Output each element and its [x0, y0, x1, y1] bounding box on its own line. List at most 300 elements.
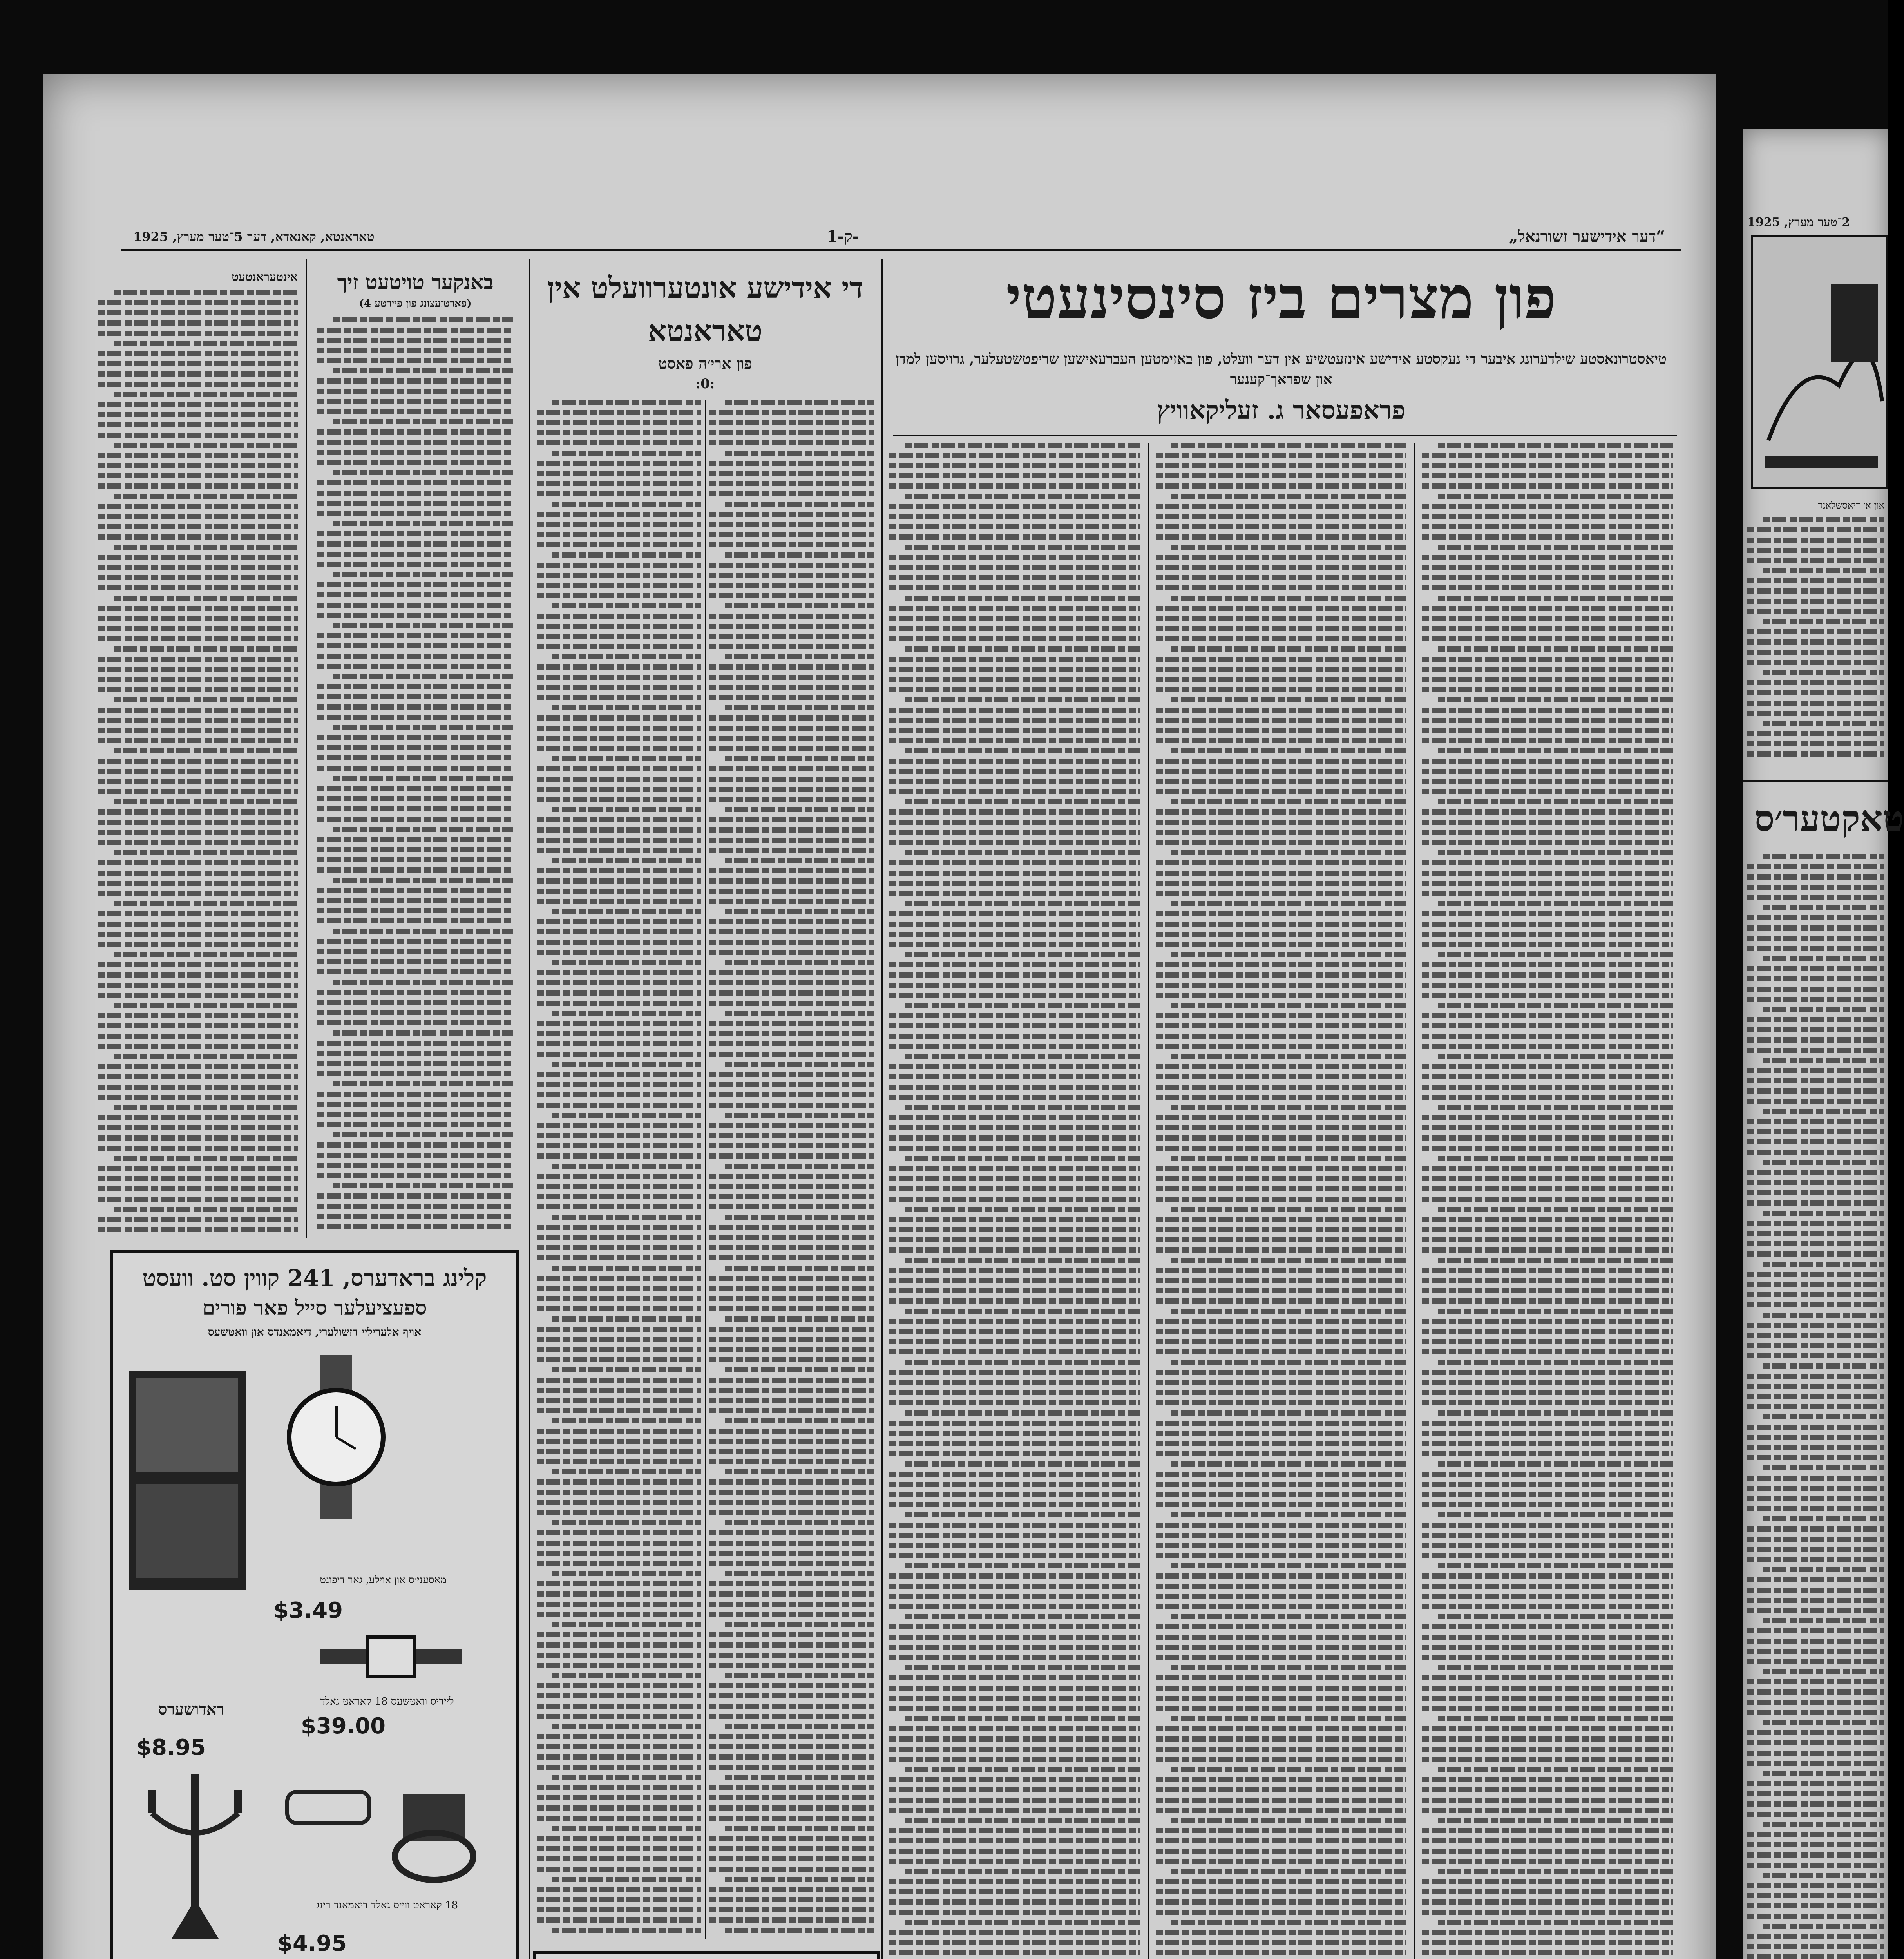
text-line — [1156, 1085, 1406, 1090]
text-line — [1156, 1095, 1406, 1100]
text-line — [537, 1591, 701, 1597]
text-line — [1156, 891, 1406, 896]
text-line — [1156, 585, 1406, 590]
text-line — [1422, 1777, 1673, 1782]
text-line — [552, 756, 701, 761]
text-line — [725, 756, 874, 761]
text-line — [317, 766, 513, 771]
text-line — [98, 738, 298, 743]
text-line — [1438, 901, 1673, 906]
text-line — [1171, 1716, 1406, 1721]
text-line — [317, 837, 513, 842]
text-line — [1747, 1251, 1884, 1257]
text-line — [1156, 1696, 1406, 1701]
text-line — [889, 1166, 1140, 1171]
text-line — [98, 932, 298, 937]
text-line — [98, 1125, 298, 1130]
text-line — [1747, 1170, 1884, 1175]
place-date: טאראנטא, קאנאדא, דער 5־טער מערץ, 1925 — [133, 229, 375, 244]
text-line — [1156, 1645, 1406, 1650]
text-line — [98, 769, 298, 774]
text-line — [537, 430, 701, 435]
text-line — [1422, 1838, 1673, 1843]
text-line — [537, 1642, 701, 1648]
text-line — [317, 460, 513, 465]
text-line — [1422, 1736, 1673, 1742]
text-line — [1156, 1930, 1406, 1935]
text-line — [537, 1255, 701, 1260]
text-line — [1422, 1390, 1673, 1395]
text-line — [1156, 1899, 1406, 1905]
text-line — [1422, 585, 1673, 590]
text-line — [1438, 646, 1673, 652]
text-line — [1763, 619, 1884, 624]
text-line — [1763, 1211, 1884, 1216]
text-line — [1422, 779, 1673, 784]
text-line — [1156, 983, 1406, 988]
text-line — [1763, 956, 1884, 961]
text-line — [1422, 738, 1673, 743]
text-line — [1422, 555, 1673, 560]
text-line — [1422, 1828, 1673, 1833]
text-line — [709, 430, 874, 435]
text-line — [537, 1245, 701, 1250]
adjacent-illustration — [1751, 235, 1888, 489]
text-line — [1156, 1624, 1406, 1629]
text-line — [1422, 759, 1673, 764]
text-line — [725, 1316, 874, 1322]
text-line — [98, 422, 298, 427]
text-line — [1438, 1869, 1673, 1874]
text-line — [889, 1472, 1140, 1477]
text-line — [1747, 885, 1884, 890]
text-line — [317, 694, 513, 699]
text-line — [1422, 1553, 1673, 1558]
caption-ladies-watch: ליידיס וואטשעס 18 קאראט גאלד — [320, 1696, 454, 1707]
text-line — [317, 990, 513, 995]
text-line — [1171, 1767, 1406, 1772]
text-line — [1171, 494, 1406, 499]
text-line — [1438, 1461, 1673, 1467]
text-line — [1747, 1628, 1884, 1633]
egypt-byline: פראפעסאר ג. זעליקאוויץ — [1157, 396, 1406, 425]
text-line — [1422, 1502, 1673, 1507]
text-line — [709, 736, 874, 741]
text-line — [725, 603, 874, 608]
text-line — [317, 358, 513, 363]
text-line — [1747, 1231, 1884, 1236]
text-line — [725, 1520, 874, 1525]
text-line — [537, 838, 701, 843]
text-line — [709, 1276, 874, 1281]
text-line — [725, 1062, 874, 1067]
text-line — [1747, 1404, 1884, 1409]
text-line — [537, 1581, 701, 1586]
text-line — [905, 1665, 1140, 1670]
text-line — [98, 331, 298, 336]
text-line — [1438, 799, 1673, 804]
text-line — [317, 898, 513, 903]
text-line — [317, 531, 513, 536]
text-line — [725, 1775, 874, 1780]
text-line — [1171, 443, 1406, 448]
text-line — [1747, 1180, 1884, 1185]
text-line — [1156, 1635, 1406, 1640]
text-line — [1156, 1726, 1406, 1731]
text-line — [537, 1357, 701, 1362]
text-line — [98, 1146, 298, 1151]
text-line — [98, 1197, 298, 1202]
text-line — [537, 1286, 701, 1291]
text-line — [98, 1135, 298, 1141]
text-line — [1763, 1363, 1884, 1369]
text-line — [537, 746, 701, 751]
text-line — [537, 1561, 701, 1566]
text-line — [709, 1642, 874, 1648]
text-line — [1156, 738, 1406, 743]
text-line — [889, 708, 1140, 713]
text-line — [889, 1706, 1140, 1711]
text-line — [1747, 1588, 1884, 1593]
text-line — [114, 1207, 298, 1212]
text-line — [98, 809, 298, 815]
text-line — [1156, 1553, 1406, 1558]
adjacent-col-top — [1747, 517, 1884, 768]
text-line — [1438, 1054, 1673, 1059]
text-line — [317, 1163, 513, 1168]
caption-razors: ראדושערס — [158, 1700, 224, 1718]
text-line — [1747, 1700, 1884, 1705]
text-line — [317, 817, 513, 822]
text-line — [1422, 1186, 1673, 1191]
text-line — [1422, 616, 1673, 621]
text-line — [1156, 1125, 1406, 1130]
text-line — [317, 562, 513, 567]
text-line — [1171, 1512, 1406, 1517]
text-line — [1747, 1649, 1884, 1654]
text-line — [1747, 1200, 1884, 1206]
text-line — [1156, 524, 1406, 529]
text-line — [114, 596, 298, 601]
text-line — [317, 796, 513, 801]
text-line — [317, 338, 513, 343]
text-line — [1156, 1523, 1406, 1528]
text-line — [317, 613, 513, 618]
text-line — [114, 1054, 298, 1059]
text-line — [537, 1072, 701, 1077]
text-line — [98, 473, 298, 478]
text-line — [709, 899, 874, 904]
text-line — [1156, 1604, 1406, 1609]
text-line — [1422, 1523, 1673, 1528]
text-line — [333, 521, 513, 526]
text-line — [1422, 1624, 1673, 1629]
text-line — [725, 1469, 874, 1474]
text-line — [889, 1380, 1140, 1385]
text-line — [889, 1553, 1140, 1558]
text-line — [1763, 1465, 1884, 1470]
text-line — [98, 351, 298, 356]
text-line — [889, 1197, 1140, 1202]
text-line — [1171, 1105, 1406, 1110]
text-line — [905, 1716, 1140, 1721]
text-line — [1156, 453, 1406, 458]
text-line — [1171, 748, 1406, 753]
text-line — [709, 1632, 874, 1637]
text-line — [709, 512, 874, 517]
text-line — [537, 1041, 701, 1046]
text-line — [317, 378, 513, 384]
text-line — [1747, 680, 1884, 685]
text-line — [889, 555, 1140, 560]
text-line — [537, 1704, 701, 1709]
text-line — [98, 972, 298, 978]
text-line — [1156, 1451, 1406, 1456]
text-line — [98, 382, 298, 387]
text-line — [537, 1846, 701, 1851]
text-line — [98, 575, 298, 580]
text-line — [905, 1920, 1140, 1925]
text-line — [1156, 1594, 1406, 1599]
wristwatch-illustration — [277, 1355, 395, 1519]
text-line — [1747, 864, 1884, 869]
text-line — [317, 633, 513, 638]
text-line — [537, 990, 701, 996]
text-line — [1747, 1761, 1884, 1766]
text-line — [1156, 1573, 1406, 1579]
text-line — [1422, 1064, 1673, 1069]
caption-ring: 18 קאראט ווייס גאלד דיאמאנד רינג — [316, 1899, 458, 1911]
text-line — [537, 766, 701, 771]
text-line — [1156, 1268, 1406, 1273]
text-line — [889, 1798, 1140, 1803]
text-line — [709, 1591, 874, 1597]
text-line — [552, 1775, 701, 1780]
text-line — [333, 725, 513, 730]
text-line — [709, 1816, 874, 1821]
text-line — [552, 1062, 701, 1067]
text-line — [1747, 1445, 1884, 1450]
text-line — [537, 1836, 701, 1841]
text-line — [537, 1490, 701, 1495]
text-line — [1747, 1119, 1884, 1124]
text-line — [709, 624, 874, 629]
text-line — [709, 1082, 874, 1087]
text-line — [709, 1225, 874, 1230]
text-line — [889, 881, 1140, 886]
text-line — [1156, 1808, 1406, 1813]
text-line — [1747, 1476, 1884, 1481]
adjacent-col-bottom — [1747, 854, 1884, 1959]
text-line — [537, 1092, 701, 1097]
egypt-col-3 — [889, 443, 1140, 1959]
text-line — [537, 1551, 701, 1556]
text-line — [709, 1357, 874, 1362]
text-line — [537, 1408, 701, 1413]
text-line — [98, 412, 298, 417]
manicure-set-illustration — [129, 1371, 246, 1590]
text-line — [333, 674, 513, 679]
text-line — [889, 718, 1140, 723]
text-line — [1422, 667, 1673, 672]
text-line — [1438, 494, 1673, 499]
text-line — [317, 684, 513, 689]
text-line — [889, 1349, 1140, 1354]
text-line — [889, 524, 1140, 529]
text-line — [537, 1388, 701, 1393]
text-line — [98, 728, 298, 733]
text-line — [552, 1164, 701, 1169]
text-line — [889, 779, 1140, 784]
text-line — [317, 1173, 513, 1178]
text-line — [1422, 1125, 1673, 1130]
text-line — [1422, 1645, 1673, 1650]
text-line — [98, 1085, 298, 1090]
adjacent-rule — [1743, 780, 1888, 782]
text-line — [1156, 1319, 1406, 1324]
text-line — [1156, 1146, 1406, 1151]
paper-name: „דער אידישער זשורנאל“ — [1509, 227, 1665, 246]
text-line — [1422, 1085, 1673, 1090]
text-line — [98, 718, 298, 723]
text-line — [552, 705, 701, 710]
text-line — [889, 1849, 1140, 1854]
text-line — [889, 473, 1140, 478]
banker-subhead: (פארטזעצונג פון פיירטע 4) — [359, 298, 472, 310]
text-line — [1422, 1859, 1673, 1864]
text-line — [317, 715, 513, 720]
text-line — [889, 1492, 1140, 1497]
text-line — [1747, 1791, 1884, 1796]
text-line — [537, 1276, 701, 1281]
text-line — [889, 993, 1140, 998]
text-line — [1156, 1849, 1406, 1854]
text-line — [1156, 687, 1406, 692]
text-line — [709, 715, 874, 721]
text-line — [1422, 972, 1673, 978]
text-line — [709, 1378, 874, 1383]
text-line — [1156, 514, 1406, 519]
text-line — [1747, 1486, 1884, 1491]
text-line — [317, 541, 513, 547]
text-line — [333, 1030, 513, 1036]
text-line — [889, 1176, 1140, 1181]
text-line — [98, 840, 298, 845]
text-line — [317, 908, 513, 913]
text-line — [98, 565, 298, 570]
text-line — [1763, 721, 1884, 726]
text-line — [889, 1400, 1140, 1405]
text-line — [1747, 527, 1884, 532]
text-line — [1763, 1873, 1884, 1878]
text-line — [1171, 1207, 1406, 1212]
text-line — [1747, 731, 1884, 736]
text-line — [1747, 578, 1884, 583]
text-line — [1747, 1639, 1884, 1644]
text-line — [114, 341, 298, 346]
text-line — [333, 470, 513, 475]
text-line — [333, 419, 513, 424]
text-line — [1171, 1818, 1406, 1823]
text-line — [98, 687, 298, 692]
text-line — [537, 634, 701, 639]
text-line — [1747, 660, 1884, 665]
text-line — [905, 1309, 1140, 1314]
text-line — [317, 511, 513, 516]
text-line — [1171, 1461, 1406, 1467]
text-line — [709, 1092, 874, 1097]
text-line — [1156, 911, 1406, 916]
text-line — [1156, 1777, 1406, 1782]
text-line — [709, 1388, 874, 1393]
text-line — [1422, 1135, 1673, 1141]
text-line — [1747, 1537, 1884, 1542]
text-line — [1156, 1584, 1406, 1589]
text-line — [1747, 1812, 1884, 1817]
text-line — [709, 1459, 874, 1464]
text-line — [889, 1370, 1140, 1375]
text-line — [1156, 483, 1406, 489]
text-line — [1747, 987, 1884, 992]
text-line — [537, 1907, 701, 1912]
text-line — [889, 1421, 1140, 1426]
text-line — [889, 1757, 1140, 1762]
text-line — [725, 1826, 874, 1831]
text-line — [1747, 1801, 1884, 1807]
text-line — [905, 1054, 1140, 1059]
text-line — [114, 697, 298, 702]
text-line — [709, 817, 874, 822]
text-line — [537, 868, 701, 873]
text-line — [709, 1897, 874, 1902]
text-line — [1747, 1455, 1884, 1460]
text-line — [1156, 1298, 1406, 1304]
text-line — [709, 1072, 874, 1077]
text-line — [114, 443, 298, 448]
text-line — [1422, 636, 1673, 641]
text-line — [709, 1785, 874, 1790]
text-line — [1438, 1512, 1673, 1517]
price-razors: $8.95 — [136, 1735, 206, 1760]
text-line — [1171, 850, 1406, 855]
text-line — [537, 889, 701, 894]
text-line — [317, 755, 513, 760]
text-line — [1171, 1360, 1406, 1365]
text-line — [552, 1826, 701, 1831]
text-line — [98, 1217, 298, 1222]
text-line — [1747, 548, 1884, 553]
text-line — [889, 1808, 1140, 1813]
text-line — [537, 1612, 701, 1617]
text-line — [1156, 1278, 1406, 1283]
text-line — [1422, 1787, 1673, 1792]
ring-illustration — [387, 1786, 481, 1888]
text-line — [1422, 1298, 1673, 1304]
text-line — [537, 1500, 701, 1505]
text-line — [905, 799, 1140, 804]
text-line — [537, 715, 701, 721]
text-line — [889, 1533, 1140, 1538]
text-line — [1763, 1720, 1884, 1725]
text-line — [1171, 1258, 1406, 1263]
text-line — [709, 980, 874, 985]
text-line — [1156, 830, 1406, 835]
text-line — [317, 399, 513, 404]
text-line — [317, 552, 513, 557]
text-line — [1422, 1655, 1673, 1660]
text-line — [889, 1910, 1140, 1915]
text-line — [1747, 946, 1884, 951]
